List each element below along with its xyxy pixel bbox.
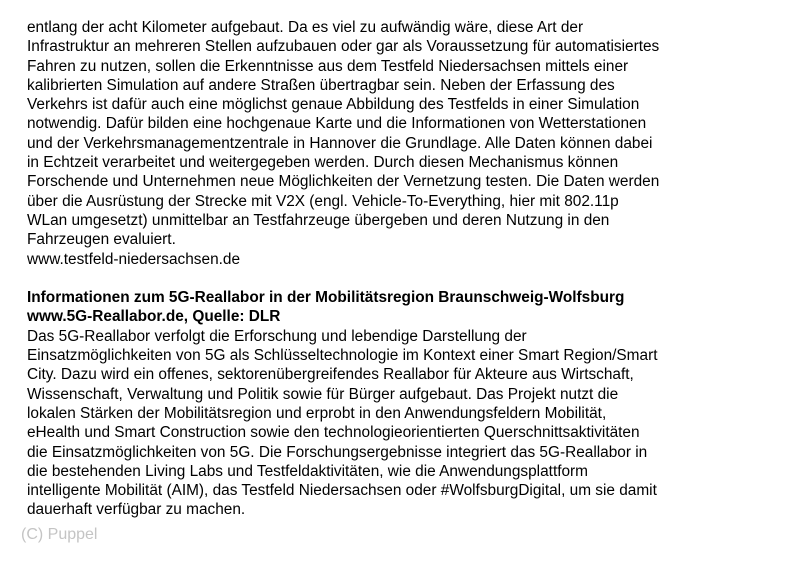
text-line: Das 5G-Reallabor verfolgt die Erforschung und lebendige Darstellung der: [27, 327, 527, 345]
text-line: über die Ausrüstung der Strecke mit V2X (engl. Vehicle-To-Everything, hier mit 802.11p: [27, 192, 619, 210]
section-subheading: www.5G-Reallabor.de, Quelle: DLR: [27, 308, 281, 326]
text-line: entlang der acht Kilometer aufgebaut. Da es viel zu aufwändig wäre, diese Art der: [27, 19, 584, 36]
text-line: und der Verkehrsmanagementzentrale in Hannover die Grundlage. Alle Daten können dabei: [27, 134, 653, 152]
text-line: lokalen Stärken der Mobilitätsregion und erprobt in den Anwendungsfeldern Mobilität,: [27, 404, 607, 422]
testfeld-url-link[interactable]: www.testfeld-niedersachsen.de: [27, 250, 241, 268]
text-line: intelligente Mobilität (AIM), das Testfeld Niedersachsen oder #WolfsburgDigital, um sie damit: [27, 482, 657, 500]
text-line: Infrastruktur an mehreren Stellen aufzubauen oder gar als Voraussetzung für automatisiertes: [27, 38, 660, 56]
paragraph-testfeld: [27, 18, 787, 269]
text-line: die bestehenden Living Labs und Testfeldaktivitäten, wie die Anwendungsplattform: [27, 462, 588, 480]
text-line: WLan umgesetzt) unmittelbar an Testfahrzeuge übergeben und deren Nutzung in den: [27, 211, 610, 229]
text-line: dauerhaft verfügbar zu machen.: [27, 501, 246, 519]
copyright-watermark: (C) Puppel: [21, 526, 98, 543]
text-line: kalibrierten Simulation auf andere Straßen übertragbar sein. Neben der Erfassung des: [27, 76, 615, 94]
text-line: City. Dazu wird ein offenes, sektorenübergreifendes Reallabor für Akteure aus Wirtschaft,: [27, 366, 634, 384]
paragraph-spacer: [27, 269, 787, 288]
text-line: Verkehrs ist dafür auch eine möglichst genaue Abbildung des Testfelds in einer Simulation: [27, 96, 640, 114]
text-line: notwendig. Dafür bilden eine hochgenaue Karte und die Informationen von Wetterstationen: [27, 115, 647, 133]
text-line: Fahrzeugen evaluiert.: [27, 231, 176, 249]
section-5g-reallabor: [27, 288, 787, 520]
text-line: in Echtzeit verarbeitet und weitergegeben werden. Durch diesen Mechanismus können: [27, 154, 619, 172]
text-line: die Einsatzmöglichkeiten von 5G. Die Forschungsergebnisse integriert das 5G-Reallabor in: [27, 443, 648, 461]
text-line: eHealth und Smart Construction sowie den technologieorientierten Querschnittsaktivitäten: [27, 424, 640, 442]
text-line: Wissenschaft, Verwaltung und Politik sowie für Bürger aufgebaut. Das Projekt nutzt die: [27, 385, 619, 403]
text-line: Fahren zu nutzen, sollen die Erkenntnisse aus dem Testfeld Niedersachsen mittels einer: [27, 57, 629, 75]
document-page: [27, 18, 787, 520]
text-line: Einsatzmöglichkeiten von 5G als Schlüsseltechnologie im Kontext einer Smart Region/Smart: [27, 347, 658, 365]
text-line: Forschende und Unternehmen neue Möglichkeiten der Vernetzung testen. Die Daten werden: [27, 173, 660, 191]
section-heading: Informationen zum 5G-Reallabor in der Mobilitätsregion Braunschweig-Wolfsburg: [27, 289, 625, 307]
